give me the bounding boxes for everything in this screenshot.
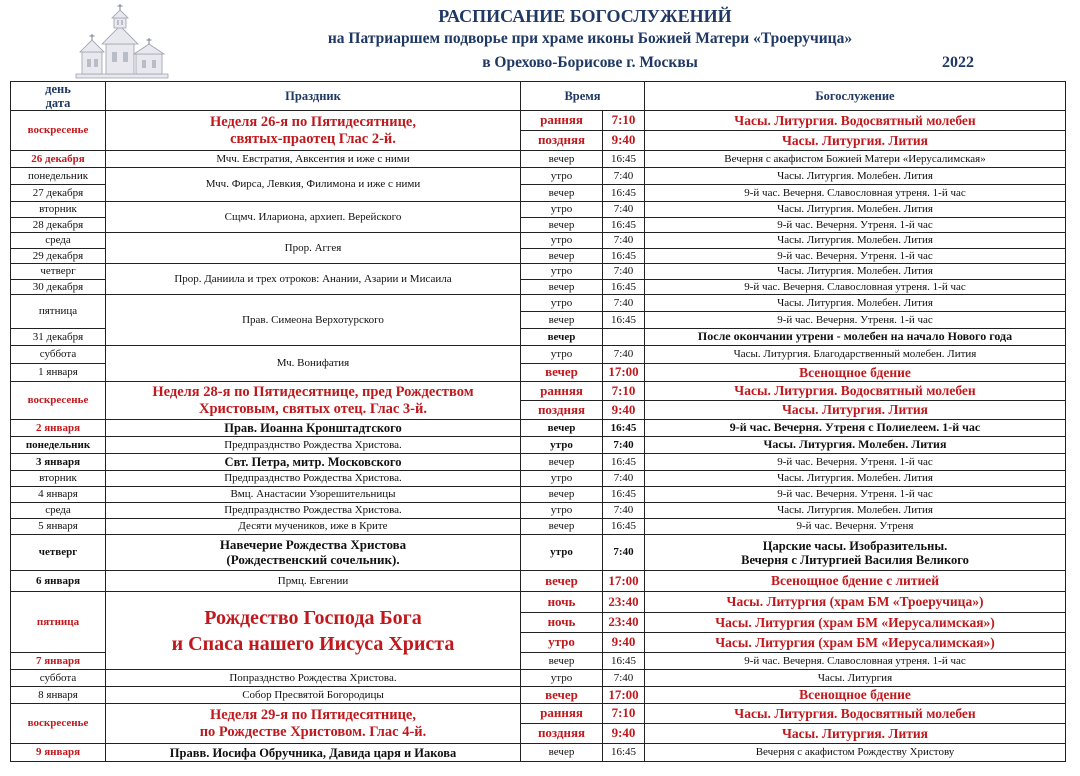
time-cell: 9:40 [603,633,645,653]
weekday-cell: пятница [11,592,106,653]
feast-line: Навечерие Рождества Христова [219,536,407,552]
period-cell: вечер [521,420,603,437]
date-cell: 31 декабря [11,329,106,346]
date-cell: 29 декабря [11,249,106,264]
time-cell: 17:00 [603,687,645,704]
service-cell: 9-й час. Вечерня. Утреня [645,519,1066,535]
service-cell: Часы. Литургия. Лития [645,131,1066,151]
service-cell: Вечерня с акафистом Рождеству Христову [645,744,1066,762]
feast-cell: Прав. Симеона Верхотурского [106,295,521,346]
time-cell: 23:40 [603,613,645,633]
date-cell: 4 января [11,487,106,503]
weekday-cell: четверг [11,535,106,571]
time-cell: 16:45 [603,249,645,264]
service-cell: Часы. Литургия. Водосвятный молебен [645,382,1066,401]
period-cell: утро [521,295,603,312]
feast-sub-cell: Прав. Иоанна Кронштадтского [106,420,521,437]
feast-cell: Мч. Вонифатия [106,346,521,382]
table-row [11,168,1066,185]
period-cell: вечер [521,280,603,295]
table-row [11,471,1066,487]
date-cell: 5 января [11,519,106,535]
period-cell: утро [521,503,603,519]
service-cell [645,535,1066,571]
weekday-cell: понедельник [11,437,106,454]
time-cell: 7:40 [603,503,645,519]
period-cell: вечер [521,571,603,592]
period-cell: утро [521,202,603,218]
date-cell: 26 декабря [11,151,106,168]
weekday-cell: четверг [11,264,106,280]
feast-cell: Предпразднство Рождества Христова. [106,503,521,519]
time-cell: 7:40 [603,295,645,312]
page-location: в Орехово-Борисове г. Москвы [482,54,698,71]
table-row [11,571,1066,592]
table-header-row [11,82,1066,111]
time-cell: 7:40 [603,233,645,249]
feast-line: Рождество Господа Бога [204,606,422,629]
service-cell: Часы. Литургия. Молебен. Лития [645,264,1066,280]
date-cell: 8 января [11,687,106,704]
time-cell: 16:45 [603,312,645,329]
header-time: Время [521,82,645,111]
church-logo [72,4,172,80]
service-cell: Часы. Литургия (храм БМ «Иерусалимская») [645,613,1066,633]
service-line: Вечерня с Литургией Василия Великого [741,552,969,567]
period-cell: вечер [521,487,603,503]
period-cell: вечер [521,744,603,762]
service-cell: 9-й час. Вечерня. Утреня. 1-й час [645,249,1066,264]
weekday-cell: воскресенье [11,111,106,151]
period-cell: ранняя [521,382,603,401]
header-day: день [45,82,71,96]
time-cell: 7:10 [603,704,645,724]
feast-line: Неделя 28-я по Пятидесятнице, пред Рождеством [152,384,474,401]
service-cell: Часы. Литургия. Молебен. Лития [645,233,1066,249]
service-cell: Часы. Литургия. Водосвятный молебен [645,111,1066,131]
feast-cell: Свт. Петра, митр. Московского [106,454,521,471]
service-cell: Часы. Литургия. Молебен. Лития [645,295,1066,312]
feast-cell: Прор. Аггея [106,233,521,264]
feast-cell [106,382,521,420]
weekday-cell: понедельник [11,168,106,185]
table-row [11,151,1066,168]
feast-cell [106,111,521,151]
date-cell: 30 декабря [11,280,106,295]
page-title: РАСПИСАНИЕ БОГОСЛУЖЕНИЙ [438,6,732,26]
period-cell: утро [521,670,603,687]
table-row [11,592,1066,613]
service-cell: Часы. Литургия. Лития [645,401,1066,420]
time-cell: 7:40 [603,437,645,454]
date-cell: 27 декабря [11,185,106,202]
table-row [11,346,1066,364]
schedule-table [10,81,1066,762]
feast-cell: Мчч. Фирса, Левкия, Филимона и иже с ними [106,168,521,202]
period-cell: утро [521,633,603,653]
feast-cell [106,592,521,670]
time-cell: 7:40 [603,168,645,185]
feast-sub-cell: Прмц. Евгении [106,571,521,592]
time-cell: 16:45 [603,420,645,437]
period-cell: утро [521,168,603,185]
table-row [11,704,1066,724]
service-cell: Часы. Литургия. Водосвятный молебен [645,704,1066,724]
period-cell: утро [521,437,603,454]
feast-cell: Десяти мучеников, иже в Крите [106,519,521,535]
weekday-cell: воскресенье [11,382,106,420]
time-cell: 9:40 [603,131,645,151]
table-row [11,264,1066,280]
time-cell: 16:45 [603,218,645,233]
date-cell: 1 января [11,364,106,382]
header-day-date [11,82,106,111]
period-cell: вечер [521,687,603,704]
table-row [11,295,1066,312]
period-cell: поздняя [521,401,603,420]
service-cell: Часы. Литургия (храм БМ «Троеручица») [645,592,1066,613]
table-row [11,233,1066,249]
feast-line: и Спаса нашего Иисуса Христа [171,632,455,655]
service-cell: 9-й час. Вечерня. Утреня. 1-й час [645,218,1066,233]
feast-sub-cell: Правв. Иосифа Обручника, Давида царя и Иакова [106,744,521,762]
time-cell [603,329,645,346]
date-cell: 6 января [11,571,106,592]
feast-sub-cell: Мчч. Евстратия, Авксентия и иже с ними [106,151,521,168]
feast-cell: Сщмч. Илариона, архиеп. Верейского [106,202,521,233]
time-cell: 7:40 [603,346,645,364]
service-cell: 9-й час. Вечерня. Утреня с Полиелеем. 1-й час [645,420,1066,437]
time-cell: 9:40 [603,401,645,420]
table-row [11,202,1066,218]
period-cell: утро [521,264,603,280]
service-cell: Часы. Литургия. Молебен. Лития [645,471,1066,487]
weekday-cell: пятница [11,295,106,329]
header-date: дата [45,96,71,110]
time-cell: 9:40 [603,724,645,744]
table-row [11,744,1066,762]
weekday-cell: вторник [11,471,106,487]
service-cell: Часы. Литургия. Молебен. Лития [645,168,1066,185]
service-cell: Всенощное бдение с литией [645,571,1066,592]
feast-cell [106,535,521,571]
table-row [11,487,1066,503]
time-cell: 7:10 [603,111,645,131]
time-cell: 7:40 [603,670,645,687]
time-cell: 16:45 [603,280,645,295]
schedule-body [11,111,1066,762]
period-cell: вечер [521,329,603,346]
feast-cell: Вмц. Анастасии Узорешительницы [106,487,521,503]
period-cell: утро [521,233,603,249]
time-cell: 17:00 [603,571,645,592]
page-subtitle: на Патриаршем подворье при храме иконы Божией Матери «Троеручица» [327,30,853,47]
service-cell: Часы. Литургия [645,670,1066,687]
table-row [11,454,1066,471]
period-cell: вечер [521,151,603,168]
service-cell: Всенощное бдение [645,364,1066,382]
feast-line: святых-праотец Глас 2-й. [230,130,396,147]
time-cell: 7:40 [603,264,645,280]
period-cell: ночь [521,592,603,613]
table-row [11,670,1066,687]
time-cell: 7:40 [603,471,645,487]
period-cell: вечер [521,249,603,264]
date-cell: 28 декабря [11,218,106,233]
time-cell: 16:45 [603,151,645,168]
service-cell: Всенощное бдение [645,687,1066,704]
service-cell: Часы. Литургия. Благодарственный молебен. Лития [645,346,1066,364]
service-cell: 9-й час. Вечерня. Славословная утреня. 1-й час [645,280,1066,295]
table-row [11,687,1066,704]
time-cell: 16:45 [603,487,645,503]
weekday-cell: суббота [11,670,106,687]
period-cell: поздняя [521,131,603,151]
feast-line: по Рождестве Христовом. Глас 4-й. [199,723,427,740]
service-cell: Часы. Литургия. Молебен. Лития [645,437,1066,454]
service-cell: 9-й час. Вечерня. Славословная утреня. 1-й час [645,185,1066,202]
table-row [11,503,1066,519]
period-cell: вечер [521,312,603,329]
time-cell: 7:40 [603,535,645,571]
time-cell: 7:40 [603,202,645,218]
service-cell: Часы. Литургия (храм БМ «Иерусалимская») [645,633,1066,653]
period-cell: вечер [521,364,603,382]
date-cell: 7 января [11,653,106,670]
service-cell: 9-й час. Вечерня. Утреня. 1-й час [645,487,1066,503]
service-cell: Часы. Литургия. Лития [645,724,1066,744]
time-cell: 16:45 [603,744,645,762]
service-line: Царские часы. Изобразительны. [762,538,948,553]
service-cell: 9-й час. Вечерня. Славословная утреня. 1-й час [645,653,1066,670]
feast-cell: Прор. Даниила и трех отроков: Анании, Азарии и Мисаила [106,264,521,295]
header-feast: Праздник [106,82,521,111]
period-cell: утро [521,346,603,364]
feast-cell: Собор Пресвятой Богородицы [106,687,521,704]
service-cell: Вечерня с акафистом Божией Матери «Иерусалимская» [645,151,1066,168]
feast-cell: Предпразднство Рождества Христова. [106,437,521,454]
feast-cell: Попразднство Рождества Христова. [106,670,521,687]
time-cell: 7:10 [603,382,645,401]
feast-line: Неделя 26-я по Пятидесятнице, [209,114,416,131]
service-cell: 9-й час. Вечерня. Утреня. 1-й час [645,454,1066,471]
date-cell: 9 января [11,744,106,762]
service-cell: После окончании утрени - молебен на начало Нового года [645,329,1066,346]
weekday-cell: суббота [11,346,106,364]
period-cell: ночь [521,613,603,633]
service-cell: Часы. Литургия. Молебен. Лития [645,503,1066,519]
table-row [11,535,1066,571]
time-cell: 16:45 [603,519,645,535]
period-cell: вечер [521,185,603,202]
period-cell: вечер [521,454,603,471]
table-row [11,382,1066,401]
weekday-cell: среда [11,233,106,249]
feast-line: Христовым, святых отец. Глас 3-й. [199,400,427,417]
table-row [11,111,1066,131]
feast-cell: Предпразднство Рождества Христова. [106,471,521,487]
period-cell: поздняя [521,724,603,744]
weekday-cell: среда [11,503,106,519]
service-cell: 9-й час. Вечерня. Утреня. 1-й час [645,312,1066,329]
period-cell: вечер [521,519,603,535]
period-cell: утро [521,535,603,571]
table-row [11,437,1066,454]
date-cell: 3 января [11,454,106,471]
table-row [11,420,1066,437]
period-cell: утро [521,471,603,487]
table-row [11,519,1066,535]
year-label: 2022 [942,54,974,71]
period-cell: ранняя [521,111,603,131]
time-cell: 16:45 [603,653,645,670]
time-cell: 16:45 [603,454,645,471]
weekday-cell: воскресенье [11,704,106,744]
time-cell: 16:45 [603,185,645,202]
period-cell: вечер [521,653,603,670]
weekday-cell: вторник [11,202,106,218]
time-cell: 17:00 [603,364,645,382]
period-cell: ранняя [521,704,603,724]
feast-line: (Рождественский сочельник). [226,551,400,567]
feast-cell [106,704,521,744]
time-cell: 23:40 [603,592,645,613]
period-cell: вечер [521,218,603,233]
service-cell: Часы. Литургия. Молебен. Лития [645,202,1066,218]
date-cell: 2 января [11,420,106,437]
header-service: Богослужение [645,82,1066,111]
feast-line: Неделя 29-я по Пятидесятнице, [209,707,416,724]
